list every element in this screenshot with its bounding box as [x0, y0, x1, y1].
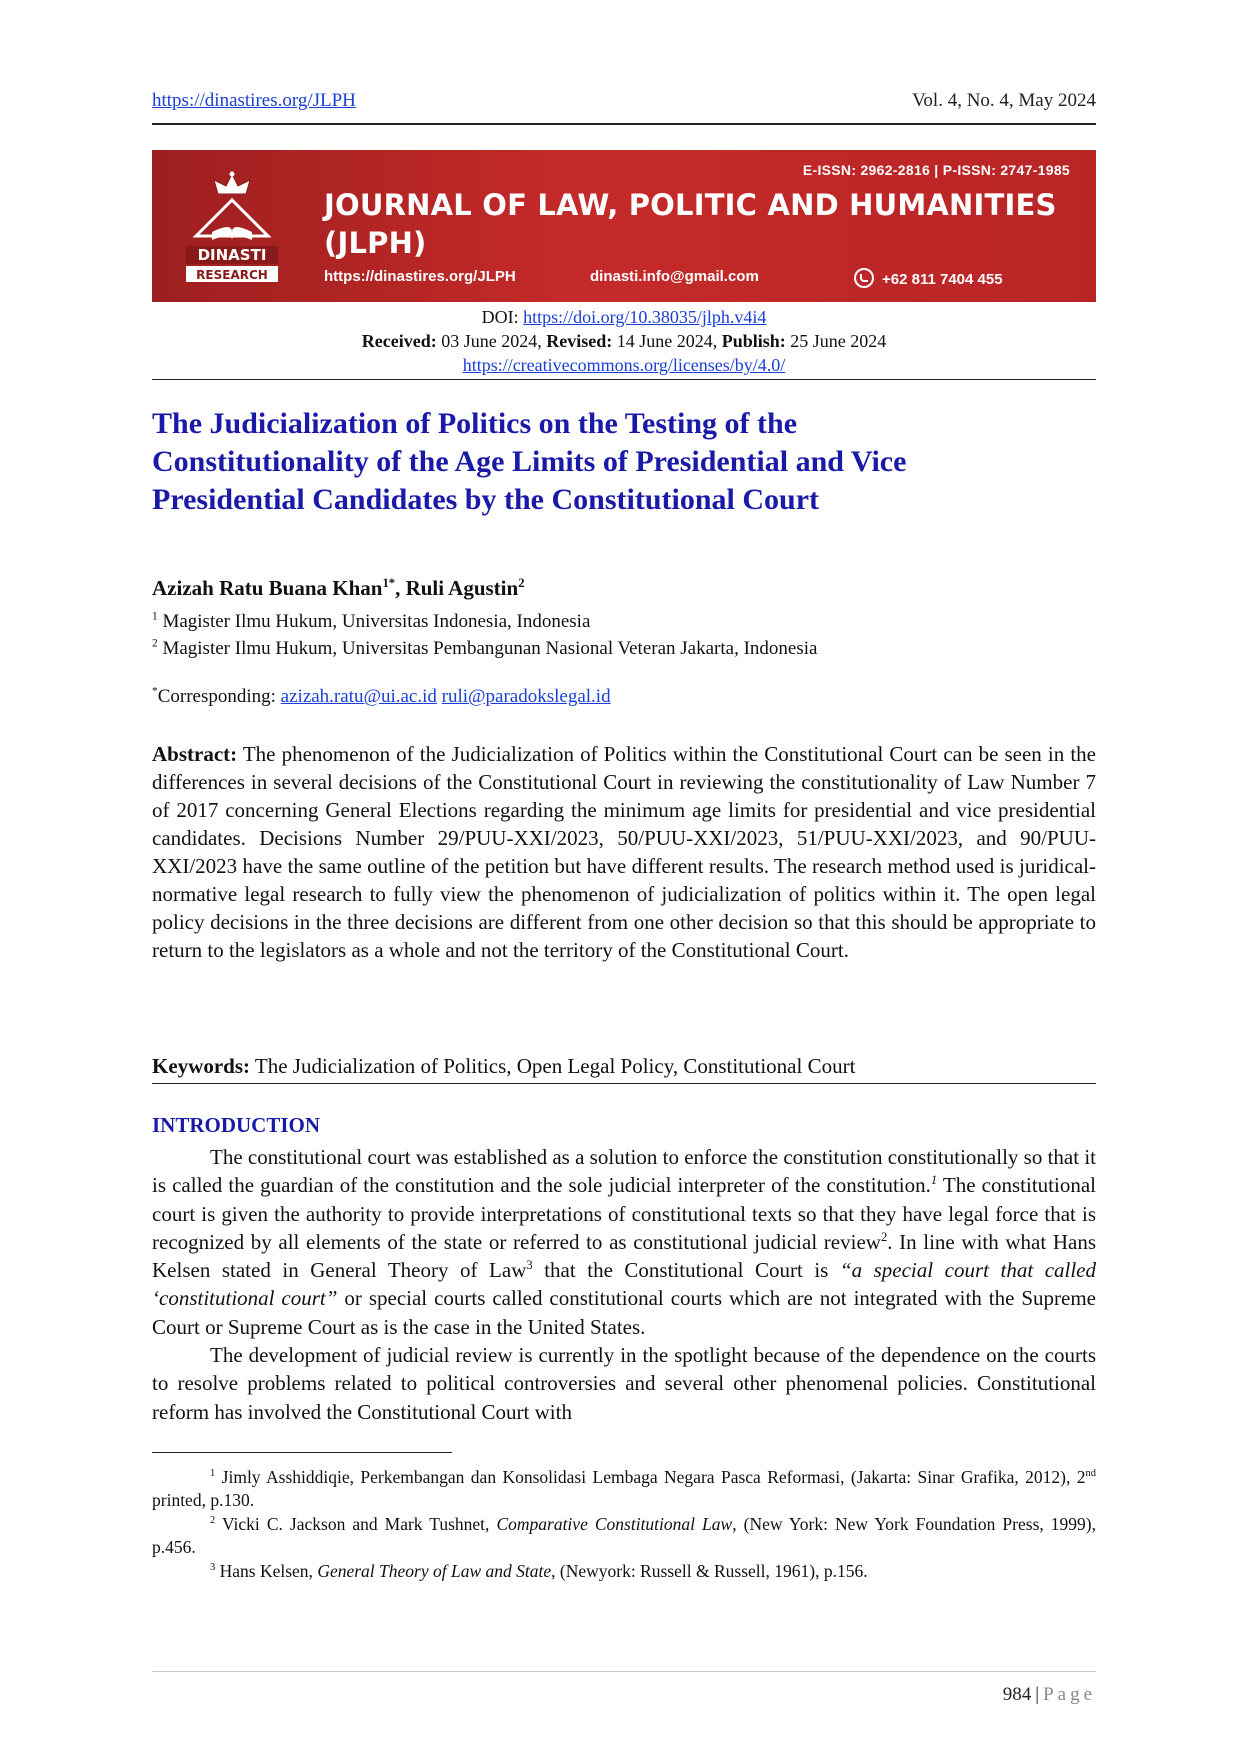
corresponding-label: Corresponding:	[157, 686, 281, 707]
abstract-label: Abstract:	[152, 742, 238, 766]
doi-label: DOI:	[481, 307, 524, 327]
author-2: Ruli Agustin	[405, 576, 519, 600]
footnote-3-title: General Theory of Law and State	[317, 1561, 552, 1581]
publish-label: Publish:	[721, 331, 786, 351]
keywords-text: The Judicialization of Politics, Open Legal Policy, Constitutional Court	[250, 1054, 856, 1078]
footnote-2-text-a: Vicki C. Jackson and Mark Tushnet,	[215, 1514, 497, 1534]
corresponding-marker: *	[152, 685, 158, 698]
affiliation-2	[152, 635, 817, 662]
footnote-3-text-a: Hans Kelsen,	[215, 1561, 318, 1581]
author-1-marker: 1*	[382, 576, 396, 590]
running-header	[152, 90, 1096, 120]
dinasti-research-logo	[182, 170, 282, 290]
doi-link[interactable]: https://doi.org/10.38035/jlph.v4i4	[523, 307, 767, 327]
corresponding-line	[152, 686, 611, 708]
page-separator: |	[1035, 1684, 1040, 1705]
license-link[interactable]: https://creativecommons.org/licenses/by/4.0/	[462, 355, 786, 375]
intro-p1-text-d: that the Constitutional Court is	[532, 1258, 840, 1283]
intro-p1-text-a: The constitutional court was established as a solution to enforce the constitution constitutionally so that it is called the guardian of the constitution and the sole judicial interpreter of the constitution.	[152, 1145, 1096, 1198]
paper-title-line1: The Judicialization of Politics on the Testing of the	[152, 407, 798, 440]
footnote-3-text-b: , (Newyork: Russell & Russell, 1961), p.156.	[551, 1561, 868, 1581]
banner-phone-number: +62 811 7404 455	[882, 271, 1003, 288]
received-label: Received:	[361, 331, 437, 351]
intro-paragraph-2: The development of judicial review is currently in the spotlight because of the dependence on the courts to resolve problems related to political controversies and several other phenomenal policies. Constitutional reform has involved the Constitutional Court with	[152, 1343, 1096, 1424]
footnote-1-text-b: printed, p.130.	[152, 1489, 255, 1510]
author-separator: ,	[395, 576, 406, 600]
keywords-rule	[152, 1083, 1096, 1084]
author-list	[152, 576, 525, 601]
article-meta	[152, 305, 1096, 377]
whatsapp-icon	[854, 268, 874, 288]
footnote-2-text-b: , (New York: New York Foundation Press, 1999), p.456.	[152, 1514, 1096, 1557]
banner-website: https://dinastires.org/JLPH	[324, 268, 516, 285]
page-word: Page	[1043, 1684, 1096, 1705]
footnote-1-number: 1	[210, 1468, 216, 1480]
paper-title-line3: Presidential Candidates by the Constitutional Court	[152, 483, 820, 516]
intro-p1-quote: “a special court that called ‘constitutional court”	[152, 1258, 1097, 1311]
affiliation-2-text: Magister Ilmu Hukum, Universitas Pembangunan Nasional Veteran Jakarta, Indonesia	[157, 638, 818, 659]
affiliation-2-marker: 2	[152, 637, 158, 650]
paper-title	[152, 405, 1096, 519]
intro-p1-text-b: The constitutional court is given the authority to provide interpretations of constitutional texts so that they have legal force that is recognized by all elements of the state or referred to as constitutional judicial review	[152, 1173, 1096, 1254]
footnote-2	[152, 1513, 1096, 1558]
footnote-1-ordinal: nd	[1085, 1468, 1096, 1480]
footnote-2-title: Comparative Constitutional Law	[496, 1514, 733, 1534]
page-footer	[1003, 1684, 1096, 1706]
footnote-2-number: 2	[210, 1515, 216, 1527]
introduction-body	[152, 1143, 1096, 1426]
logo-word-dinasti: DINASTI	[197, 246, 267, 264]
affiliation-1-marker: 1	[152, 610, 158, 623]
footnote-ref-2: 2	[880, 1229, 888, 1244]
footer-rule	[152, 1671, 1096, 1672]
publish-date: 25 June 2024	[785, 331, 887, 351]
revised-date: 14 June 2024,	[612, 331, 722, 351]
affiliations	[152, 608, 817, 662]
author-1: Azizah Ratu Buana Khan	[152, 576, 383, 600]
author-2-marker: 2	[518, 576, 525, 590]
volume-info: Vol. 4, No. 4, May 2024	[912, 90, 1096, 111]
intro-paragraph-1	[152, 1143, 1096, 1341]
footnote-1	[152, 1466, 1096, 1511]
email-link-1[interactable]: azizah.ratu@ui.ac.id	[280, 686, 437, 707]
footnote-1-text-a: Jimly Asshiddiqie, Perkembangan dan Konsolidasi Lembaga Negara Pasca Reformasi, (Jakarta: Sinar Grafika, 2012), 2	[215, 1467, 1086, 1487]
journal-banner	[152, 150, 1096, 302]
page-number: 984	[1002, 1684, 1032, 1705]
abstract	[152, 740, 1096, 964]
paper-title-line2: Constitutionality of the Age Limits of Presidential and Vice	[152, 445, 907, 478]
dates-line	[152, 329, 1096, 353]
received-date: 03 June 2024,	[436, 331, 547, 351]
issn-numbers: E-ISSN: 2962-2816 | P-ISSN: 2747-1985	[802, 162, 1070, 178]
email-link-2[interactable]: ruli@paradokslegal.id	[441, 686, 611, 707]
journal-title-line2: (JLPH)	[324, 226, 427, 260]
revised-label: Revised:	[546, 331, 613, 351]
affiliation-1-text: Magister Ilmu Hukum, Universitas Indonesia, Indonesia	[157, 611, 591, 632]
license-line	[152, 353, 1096, 377]
intro-p1-text-c: . In line with what Hans Kelsen stated in General Theory of Law	[152, 1229, 1097, 1283]
abstract-text: The phenomenon of the Judicialization of Politics within the Constitutional Court can be seen in the differences in several decisions of the Constitutional Court in reviewing the constitutionality of Law Number 7 of 2017 concerning General Elections regarding the minimum age limits for presidential and vice presidential candidates. Decisions Number 29/PUU-XXI/2023, 50/PUU-XXI/2023, 51/PUU-XXI/2023, and 90/PUU-XXI/2023 have the same outline of the petition but have different results. The research method used is juridical-normative legal research to fully view the phenomenon of judicialization of politics within it. The open legal policy decisions in the three decisions are different from one other decision so that this should be appropriate to return to the legislators as a whole and not the territory of the Constitutional Court.	[152, 742, 1096, 962]
keywords-label: Keywords:	[152, 1054, 250, 1078]
footnotes	[152, 1466, 1096, 1585]
meta-rule	[152, 379, 1096, 380]
journal-title	[324, 186, 1057, 262]
logo-word-research: RESEARCH	[196, 268, 268, 282]
footnote-ref-1: 1	[930, 1173, 938, 1188]
doi-line	[152, 305, 1096, 329]
footnote-3	[152, 1560, 1096, 1583]
footnote-rule	[152, 1452, 452, 1453]
affiliation-1	[152, 608, 817, 635]
footnote-ref-3: 3	[526, 1258, 533, 1273]
intro-p1-text-e: or special courts called constitutional courts which are not integrated with the Supreme Court or Supreme Court as is the case in the United States.	[152, 1286, 1097, 1339]
banner-email: dinasti.info@gmail.com	[590, 268, 759, 285]
header-rule	[152, 123, 1096, 125]
footnote-3-number: 3	[210, 1562, 216, 1574]
journal-url-link[interactable]: https://dinastires.org/JLPH	[152, 90, 356, 111]
keywords	[152, 1054, 1096, 1079]
journal-title-line1: JOURNAL OF LAW, POLITIC AND HUMANITIES	[324, 188, 1057, 222]
section-heading-introduction: INTRODUCTION	[152, 1113, 321, 1137]
banner-phone	[854, 268, 1003, 288]
